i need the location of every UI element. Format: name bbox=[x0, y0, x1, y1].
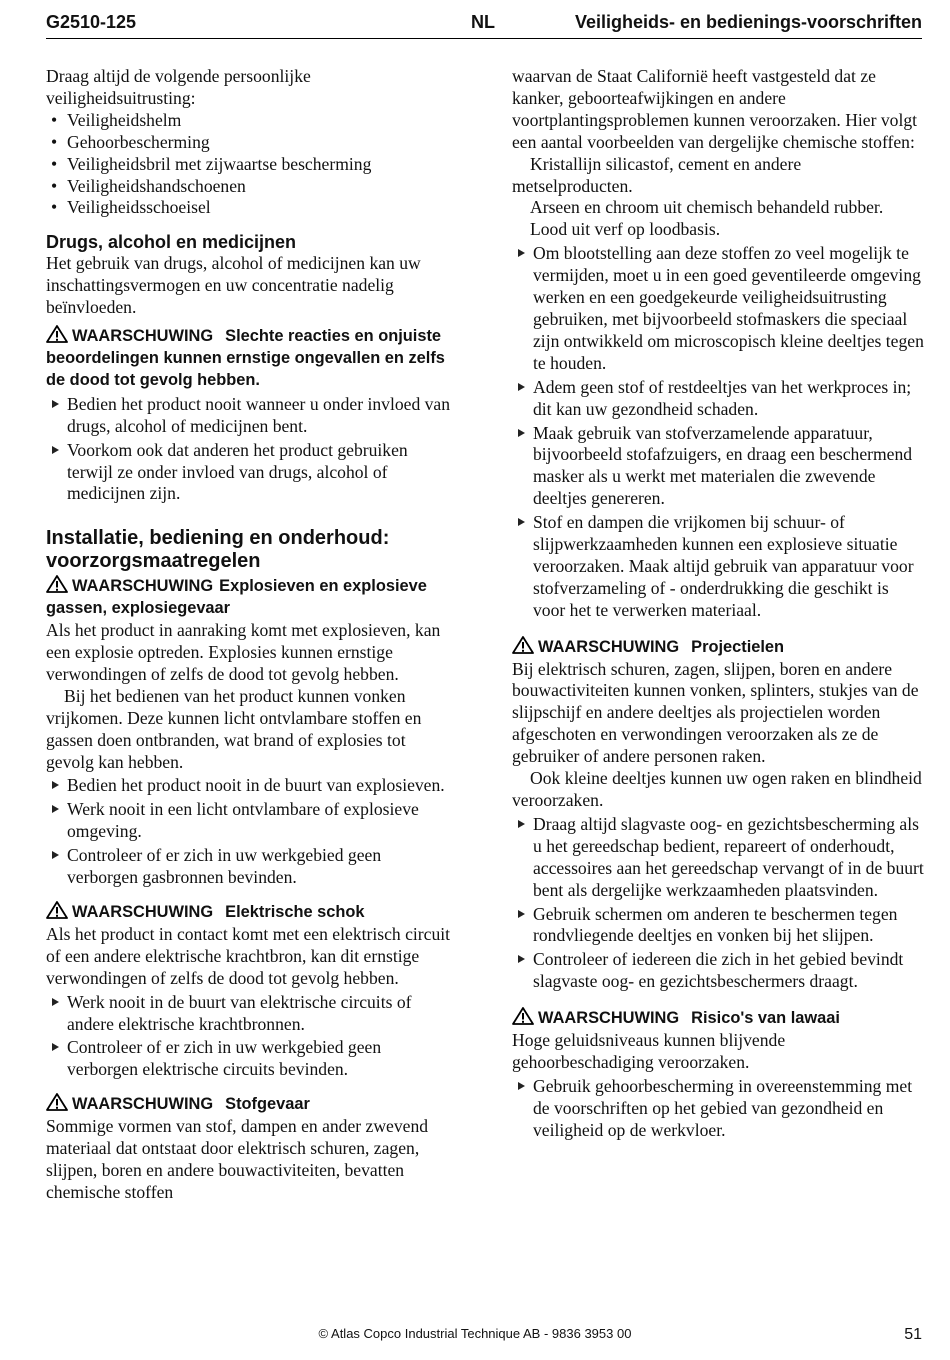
list-item: Bedien het product nooit in de buurt van explosieven. bbox=[46, 775, 456, 797]
warning-triangle-icon bbox=[46, 901, 68, 919]
electric-list bbox=[46, 992, 456, 1082]
language-code: NL bbox=[471, 12, 495, 32]
dust-text-continued: waarvan de Staat Californië heeft vastgesteld dat ze kanker, geboorteafwijkingen en andere voortplantingsproblemen kunnen veroorzaken. Hier volgt een aantal voorbeelden van dergelijke chemische stoffen: bbox=[512, 66, 918, 152]
projectiles-text-2: Ook kleine deeltjes kunnen uw ogen raken en blindheid veroorzaken. bbox=[512, 768, 922, 810]
arrow-bullet-icon bbox=[518, 518, 525, 526]
noise-text: Hoge geluidsniveaus kunnen blijvende gehoorbeschadiging veroorzaken. bbox=[512, 1030, 786, 1072]
list-item: Adem geen stof of restdeeltjes van het werkproces in; dit kan uw gezondheid schaden. bbox=[512, 377, 924, 421]
explosive-text-1: Als het product in aanraking komt met explosieven, kan een explosie optreden. Explosies kunnen ernstige verwondingen of zelfs de dood tot gevolg hebben. bbox=[46, 620, 441, 684]
projectiles-list bbox=[512, 814, 924, 993]
arrow-bullet-icon bbox=[52, 998, 59, 1006]
arrow-bullet-icon bbox=[52, 446, 59, 454]
list-item: Controleer of iedereen die zich in het gebied bevindt slagvaste oog- en gezichtsbeschermers draagt. bbox=[512, 949, 924, 993]
warning-label: WAARSCHUWING bbox=[538, 637, 680, 656]
list-item: Om blootstelling aan deze stoffen zo veel mogelijk te vermijden, moet u in een goed geventileerde omgeving werken en een goedgekeurde veiligheidsuitrusting gebruiken, met bijvoorbeeld stofmaskers die speciaal zijn ontwikkeld om microscopisch kleine deeltjes tegen te houden. bbox=[512, 243, 924, 374]
list-item: Gebruik gehoorbescherming in overeenstemming met de voorschriften op het gebied van gezondheid en veiligheid op de werkvloer. bbox=[512, 1076, 924, 1142]
page-header bbox=[46, 10, 922, 39]
list-item: Maak gebruik van stofverzamelende apparatuur, bijvoorbeeld stofafzuigers, en draag een beschermend masker als u werkt met materialen die zwevende deeltjes genereren. bbox=[512, 423, 924, 511]
list-item: Gebruik schermen om anderen te beschermen tegen rondvliegende deeltjes en vonken bij het slijpen. bbox=[512, 904, 924, 948]
list-item: Werk nooit in de buurt van elektrische circuits of andere elektrische krachtbronnen. bbox=[46, 992, 456, 1036]
list-item: • Veiligheidsschoeisel bbox=[46, 197, 456, 219]
list-item: Draag altijd slagvaste oog- en gezichtsbescherming als u het gereedschap bedient, repareert of onderhoudt, accessoires aan het gereedschap vervangt of in de buurt bent als dergelijke werkzaamheden plaatsvinden. bbox=[512, 814, 924, 902]
right-column bbox=[512, 66, 924, 1142]
dust-example-3: Lood uit verf op loodbasis. bbox=[530, 219, 721, 240]
warning-label: WAARSCHUWING bbox=[72, 903, 214, 921]
warning-title: Explosieven en explosieve gassen, explosiegevaar bbox=[46, 577, 427, 618]
arrow-bullet-icon bbox=[52, 851, 59, 859]
header-title: Veiligheids- en bedienings-voorschriften bbox=[574, 12, 922, 32]
page-number: 51 bbox=[904, 1326, 922, 1343]
warning-triangle-icon bbox=[46, 325, 68, 343]
list-item: Voorkom ook dat anderen het product gebruiken terwijl ze onder invloed van drugs, alcohol of medicijnen zijn. bbox=[46, 440, 456, 506]
arrow-bullet-icon bbox=[518, 820, 525, 828]
list-item: • Gehoorbescherming bbox=[46, 132, 456, 154]
warning-triangle-icon bbox=[512, 636, 534, 654]
arrow-bullet-icon bbox=[518, 249, 525, 257]
dust-text: Sommige vormen van stof, dampen en ander zwevend materiaal dat ontstaat door elektrisch schuren, zagen, slijpen, boren en andere bouwactiviteiten, bevatten chemische stoffen bbox=[46, 1116, 429, 1202]
list-item: • Veiligheidshelm bbox=[46, 110, 456, 132]
warning-label: WAARSCHUWING bbox=[72, 577, 214, 596]
noise-list bbox=[512, 1076, 924, 1142]
dust-warning bbox=[46, 1093, 456, 1116]
projectiles-warning bbox=[512, 636, 924, 659]
arrow-bullet-icon bbox=[52, 805, 59, 813]
drugs-list bbox=[46, 394, 456, 506]
warning-title: Stofgevaar bbox=[225, 1095, 310, 1114]
explosive-list bbox=[46, 775, 456, 889]
ppe-list bbox=[46, 110, 456, 220]
warning-title: Elektrische schok bbox=[225, 903, 365, 921]
warning-triangle-icon bbox=[46, 1093, 68, 1111]
footer-copyright: © Atlas Copco Industrial Technique AB - 9836 3953 00 bbox=[318, 1326, 632, 1341]
electric-warning bbox=[46, 901, 456, 924]
warning-title: Slechte reacties en onjuiste beoordelingen kunnen ernstige ongevallen en zelfs de dood tot gevolg hebben. bbox=[46, 327, 445, 389]
list-item: Controleer of er zich in uw werkgebied geen verborgen gasbronnen bevinden. bbox=[46, 845, 456, 889]
list-item: • Veiligheidsbril met zijwaartse bescherming bbox=[46, 154, 456, 176]
arrow-bullet-icon bbox=[52, 400, 59, 408]
arrow-bullet-icon bbox=[518, 429, 525, 437]
arrow-bullet-icon bbox=[518, 383, 525, 391]
projectiles-text-1: Bij elektrisch schuren, zagen, slijpen, boren en andere bouwactiviteiten kunnen vonken, splinters, stukjes van de slijpschijf en andere deeltjes als projectielen worden afgeschoten en verwondingen veroorzaken als ze de gebruiker of andere personen raken. bbox=[512, 658, 919, 767]
noise-warning bbox=[512, 1007, 924, 1030]
list-item: Stof en dampen die vrijkomen bij schuur- of slijpwerkzaamheden kunnen een explosieve situatie veroorzaken. Maak altijd gebruik van apparatuur voor stofverzameling of - onderdrukking die geschikt is voor het te verwerken materiaal. bbox=[512, 512, 924, 622]
warning-label: WAARSCHUWING bbox=[538, 1009, 680, 1028]
electric-text: Als het product in contact komt met een elektrisch circuit of een andere elektrische krachtbron, kan dit ernstige verwondingen of zelfs de dood tot gevolg hebben. bbox=[46, 923, 451, 988]
dust-example-2: Arseen en chroom uit chemisch behandeld rubber. bbox=[530, 197, 884, 218]
drugs-warning bbox=[46, 325, 456, 392]
arrow-bullet-icon bbox=[52, 1043, 59, 1051]
arrow-bullet-icon bbox=[518, 1082, 525, 1090]
drugs-heading: Drugs, alcohol en medicijnen bbox=[46, 232, 297, 253]
arrow-bullet-icon bbox=[52, 781, 59, 789]
list-item: Controleer of er zich in uw werkgebied geen verborgen elektrische circuits bevinden. bbox=[46, 1037, 456, 1081]
arrow-bullet-icon bbox=[518, 910, 525, 918]
document-code: G2510-125 bbox=[46, 12, 137, 32]
arrow-bullet-icon bbox=[518, 955, 525, 963]
warning-label: WAARSCHUWING bbox=[72, 1095, 214, 1114]
dust-example-1: Kristallijn silicastof, cement en andere metselproducten. bbox=[512, 153, 802, 196]
ppe-intro: Draag altijd de volgende persoonlijke veiligheidsuitrusting: bbox=[46, 66, 311, 108]
drugs-text: Het gebruik van drugs, alcohol of medicijnen kan uw inschattingsvermogen en uw concentratie nadelig beïnvloeden. bbox=[46, 253, 421, 318]
list-item: Werk nooit in een licht ontvlambare of explosieve omgeving. bbox=[46, 799, 456, 843]
warning-label: WAARSCHUWING bbox=[72, 327, 214, 346]
explosive-text-2: Bij het bedienen van het product kunnen vonken vrijkomen. Deze kunnen licht ontvlambare stoffen en gassen doen ontbranden, wat brand of explosies tot gevolg kan hebben. bbox=[46, 685, 422, 772]
list-item: Bedien het product nooit wanneer u onder invloed van drugs, alcohol of medicijnen bent. bbox=[46, 394, 456, 438]
install-heading: Installatie, bediening en onderhoud: voorzorgsmaatregelen bbox=[46, 527, 390, 573]
warning-triangle-icon bbox=[512, 1007, 534, 1025]
explosive-warning bbox=[46, 575, 456, 620]
list-item: • Veiligheidshandschoenen bbox=[46, 176, 456, 198]
left-column bbox=[46, 66, 456, 1204]
dust-list bbox=[512, 243, 924, 621]
warning-triangle-icon bbox=[46, 575, 68, 593]
warning-title: Projectielen bbox=[691, 637, 785, 656]
warning-title: Risico's van lawaai bbox=[691, 1009, 840, 1028]
